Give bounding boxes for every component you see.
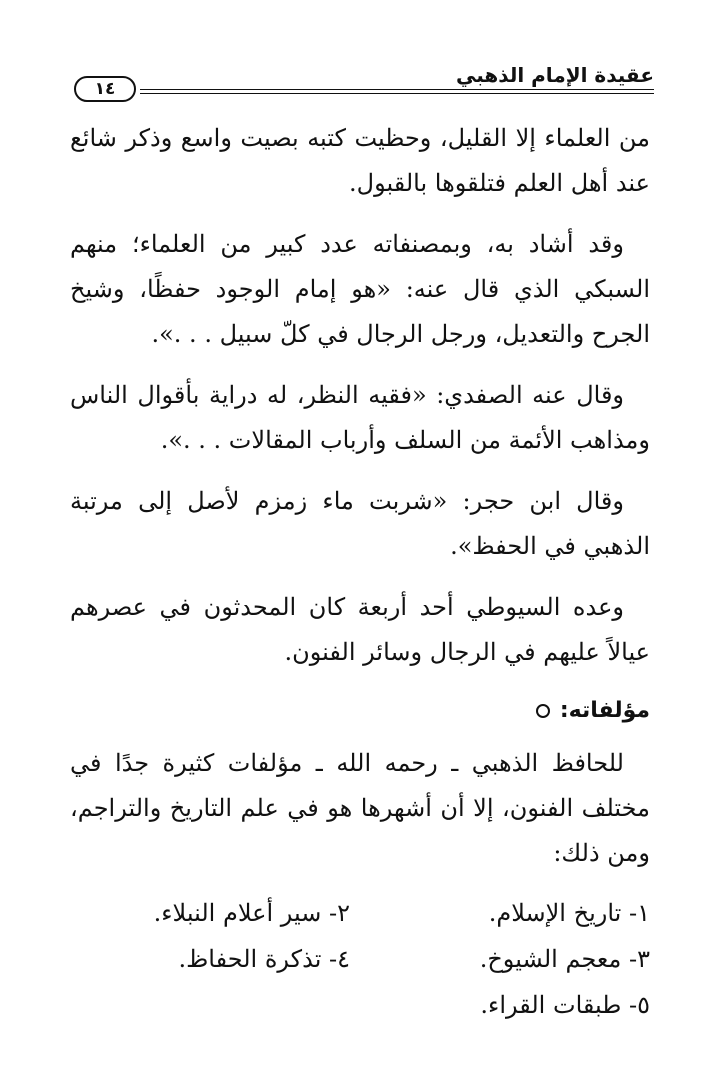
paragraph-3: وقال عنه الصفدي: «فقيه النظر، له دراية بأقوال الناس ومذاهب الأئمة من السلف وأرباب المقالات . . .». [70, 381, 650, 454]
page-number-badge: ١٤ [74, 76, 136, 102]
section-intro: للحافظ الذهبي ـ رحمه الله ـ مؤلفات كثيرة جدًا في مختلف الفنون، إلا أن أشهرها هو في علم التاريخ والتراجم، ومن ذلك: [70, 749, 650, 867]
list-item: ٤- تذكرة الحفاظ. [178, 945, 350, 973]
list-item: ١- تاريخ الإسلام. [488, 899, 650, 927]
paragraph-2: وقد أشاد به، وبمصنفاته عدد كبير من العلماء؛ منهم السبكي الذي قال عنه: «هو إمام الوجود حفظًا، وشيخ الجرح والتعديل، ورجل الرجال في كلّ سبيل . . .». [70, 230, 650, 348]
section-heading [70, 691, 650, 731]
list-item: ٥- طبقات القراء. [480, 991, 650, 1019]
paragraph-1: من العلماء إلا القليل، وحظيت كتبه بصيت واسع وذكر شائع عند أهل العلم فتلقوها بالقبول. [70, 124, 650, 197]
page-header [74, 62, 654, 102]
paragraph-5: وعده السيوطي أحد أربعة كان المحدثون في عصرهم عيالاً عليهم في الرجال وسائر الفنون. [70, 593, 650, 666]
list-item: ٣- معجم الشيوخ. [479, 945, 650, 973]
header-rule [140, 89, 654, 90]
page-body [70, 116, 650, 1026]
section-heading-text: مؤلفاته: [559, 698, 650, 723]
works-list [70, 892, 650, 1026]
list-item: ٢- سير أعلام النبلاء. [153, 899, 350, 927]
circle-bullet-icon [536, 704, 550, 718]
paragraph-4: وقال ابن حجر: «شربت ماء زمزم لأصل إلى مرتبة الذهبي في الحفظ». [70, 487, 650, 560]
header-rule-double [140, 93, 654, 94]
running-title: عقيدة الإمام الذهبي [456, 63, 654, 87]
